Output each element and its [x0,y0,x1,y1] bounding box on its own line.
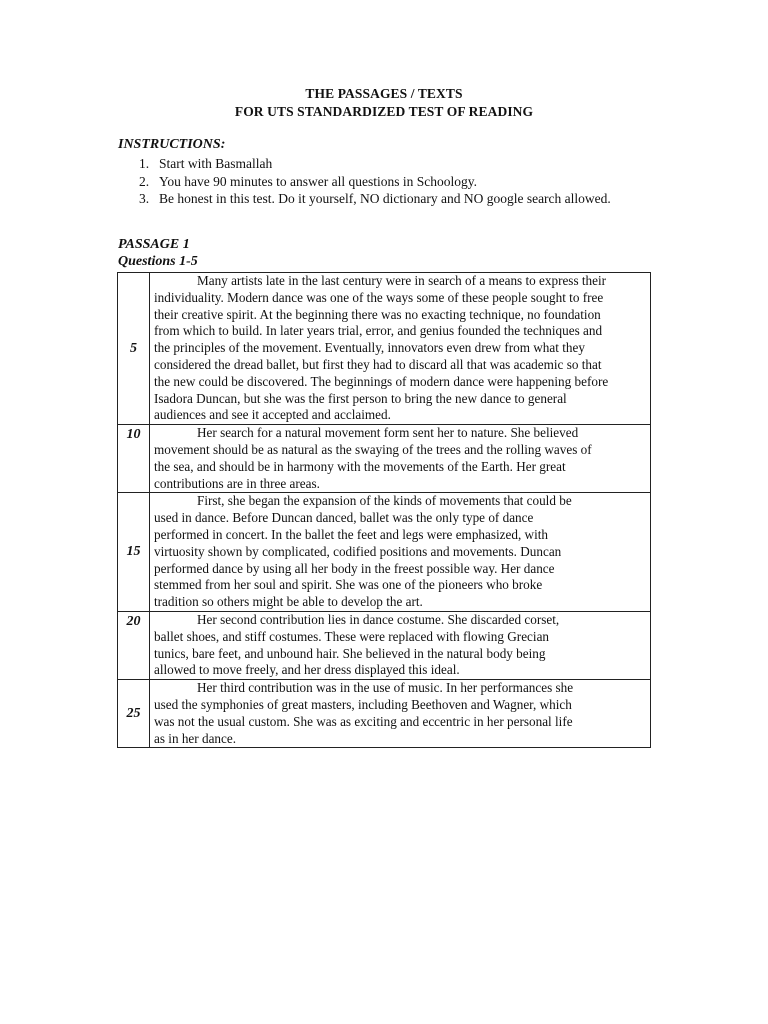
paragraph-line: considered the dread ballet, but first they had to discard all that was academic so that [154,356,602,372]
paragraph-line: Many artists late in the last century were in search of a means to express their [197,273,607,288]
line-number: 5 [118,273,150,425]
line-number: 25 [118,680,150,748]
paragraph-line: tradition so others might be able to develop the art. [154,594,423,610]
document-title-line-2: FOR UTS STANDARDIZED TEST OF READING [234,104,534,119]
instruction-item [139,155,611,173]
paragraph-line: allowed to move freely, and her dress displayed this ideal. [154,662,460,678]
paragraph-line: Her second contribution lies in dance costume. She discarded corset, [197,611,560,627]
paragraph-line: the principles of the movement. Eventually, innovators even drew from what they [154,340,585,356]
passage-row [118,611,651,679]
instruction-text: Start with Basmallah [159,156,273,171]
paragraph-line: tunics, bare feet, and unbound hair. She believed in the natural body being [154,645,546,661]
paragraph-line: used the symphonies of great masters, including Beethoven and Wagner, which [154,696,572,712]
paragraph-line: as in her dance. [154,730,237,746]
line-number: 15 [118,493,150,612]
line-number: 20 [118,611,150,679]
instruction-number: 2. [139,173,150,189]
paragraph [150,493,651,612]
paragraph [150,273,651,425]
instruction-number: 3. [139,191,150,206]
passage-row [118,425,651,493]
paragraph [150,425,651,493]
paragraph-line: individuality. Modern dance was one of the ways some of these people sought to free [154,289,604,305]
instruction-item [139,190,611,208]
passage-row [118,680,651,748]
instruction-text: Be honest in this test. Do it yourself, NO dictionary and NO google search allowed. [159,191,611,206]
instructions-list [139,155,611,208]
paragraph-line: Her third contribution was in the use of music. In her performances she [197,680,574,696]
paragraph-line: performed dance by using all her body in the freest possible way. Her dance [154,560,555,576]
paragraph-line: Her search for a natural movement form sent her to nature. She believed [197,425,579,441]
passage-table [117,272,651,748]
paragraph-line: was not the usual custom. She was as exciting and eccentric in her personal life [154,713,573,729]
passage-row [118,273,651,425]
paragraph-line: performed in concert. In the ballet the feet and legs were emphasized, with [154,526,548,542]
paragraph [150,680,651,748]
paragraph-line: used in dance. Before Duncan danced, ballet was the only type of dance [154,510,534,526]
paragraph-line: First, she began the expansion of the kinds of movements that could be [197,493,572,509]
instruction-number: 1. [139,156,150,171]
instructions-heading: INSTRUCTIONS: [118,137,226,152]
paragraph-line: the new could be discovered. The beginnings of modern dance were happening before [154,373,609,389]
paragraph-line: stemmed from her soul and spirit. She was one of the pioneers who broke [154,577,543,593]
paragraph-line: their creative spirit. At the beginning there was no exacting technique, no foundation [154,306,601,322]
line-number: 10 [118,425,150,493]
paragraph-line: virtuosity shown by complicated, codified positions and movements. Duncan [154,543,562,559]
paragraph-line: audiences and see it accepted and acclaimed. [154,407,391,423]
passage-row [118,493,651,612]
document-title-line-1: THE PASSAGES / TEXTS [305,86,463,101]
instruction-item [139,173,611,191]
paragraph-line: contributions are in three areas. [154,475,320,491]
paragraph-line: movement should be as natural as the swaying of the trees and the rolling waves of [154,441,592,457]
passage-label: PASSAGE 1 [118,237,190,252]
paragraph-line: ballet shoes, and stiff costumes. These were replaced with flowing Grecian [154,628,550,644]
instruction-text: You have 90 minutes to answer all questions in Schoology. [159,173,477,189]
paragraph-line: from which to build. In later years trial, error, and genius founded the techniques and [154,323,603,339]
paragraph-line: the sea, and should be in harmony with the movements of the Earth. Her great [154,458,566,474]
questions-range-label: Questions 1-5 [118,254,198,269]
paragraph-line: Isadora Duncan, but she was the first person to bring the new dance to general [154,390,567,406]
paragraph [150,611,651,679]
